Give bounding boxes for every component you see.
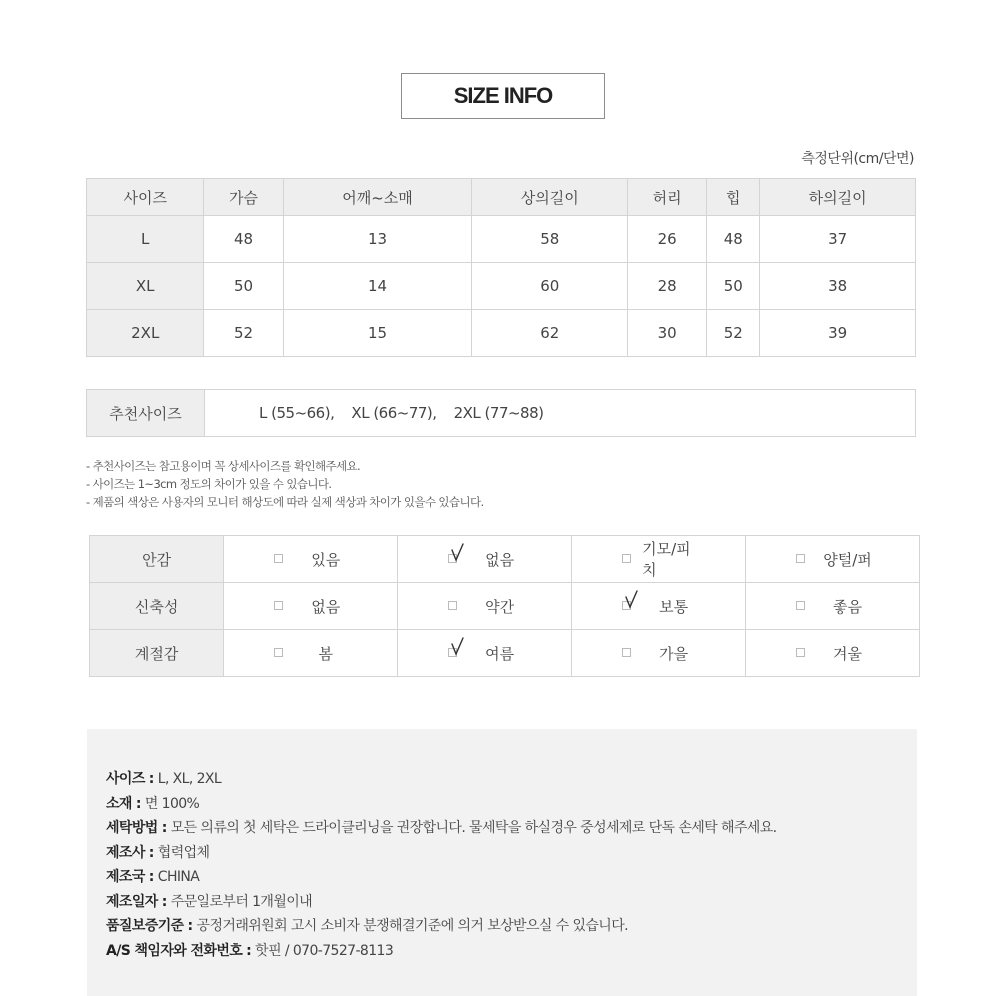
notes-list bbox=[86, 457, 484, 511]
table-cell: 14 bbox=[283, 263, 472, 310]
feature-option[interactable] bbox=[398, 536, 572, 583]
checkbox[interactable] bbox=[274, 648, 283, 657]
feature-option[interactable] bbox=[224, 630, 398, 677]
info-separator: : bbox=[135, 795, 141, 812]
option-label: 양털/퍼 bbox=[823, 550, 872, 569]
option-label: 있음 bbox=[311, 550, 341, 569]
option-label: 기모/피치 bbox=[642, 540, 691, 579]
info-value: 공정거래위원회 고시 소비자 분쟁해결기준에 의거 보상받으실 수 있습니다. bbox=[196, 918, 628, 934]
feature-label: 계절감 bbox=[90, 630, 224, 677]
info-separator: : bbox=[148, 869, 154, 885]
info-key: A/S 책임자와 전화번호 bbox=[106, 942, 243, 959]
info-line bbox=[106, 767, 777, 792]
info-separator: : bbox=[246, 942, 252, 959]
unit-note: 측정단위(cm/단면) bbox=[801, 151, 914, 167]
table-cell: 38 bbox=[760, 263, 916, 310]
option-label: 겨울 bbox=[833, 644, 862, 663]
chest-header-cell: 가슴 bbox=[204, 179, 283, 216]
table-cell: 28 bbox=[628, 263, 707, 310]
option-label: 봄 bbox=[318, 644, 333, 663]
size-info-title: SIZE INFO bbox=[401, 73, 605, 119]
product-info-panel bbox=[87, 729, 917, 996]
feature-label: 신축성 bbox=[90, 583, 224, 630]
checkbox[interactable] bbox=[274, 554, 283, 563]
note-item: - 추천사이즈는 참고용이며 꼭 상세사이즈를 확인해주세요. bbox=[86, 459, 361, 473]
recommended-size-box bbox=[86, 389, 916, 437]
info-line bbox=[106, 792, 777, 817]
table-cell: 52 bbox=[707, 310, 760, 357]
info-value: L, XL, 2XL bbox=[157, 771, 222, 787]
info-key: 사이즈 bbox=[106, 771, 145, 787]
size-table bbox=[86, 178, 916, 357]
table-cell: 48 bbox=[707, 216, 760, 263]
size-label-cell: L bbox=[87, 216, 204, 263]
checkbox[interactable] bbox=[796, 554, 805, 563]
info-separator: : bbox=[161, 893, 167, 910]
info-value: 협력업체 bbox=[157, 844, 210, 861]
info-line bbox=[106, 890, 777, 915]
info-value: 모든 의류의 첫 세탁은 드라이클리닝을 권장합니다. 물세탁을 하실경우 중성세제로 단독 손세탁 해주세요. bbox=[170, 820, 777, 836]
recommended-size-values: L (55~66), XL (66~77), 2XL (77~88) bbox=[259, 404, 544, 422]
feature-option[interactable] bbox=[746, 536, 920, 583]
top-length-header-cell: 상의길이 bbox=[472, 179, 628, 216]
info-line bbox=[106, 841, 777, 866]
feature-option[interactable] bbox=[746, 630, 920, 677]
info-key: 소재 bbox=[106, 795, 132, 812]
feature-row-season bbox=[90, 630, 920, 677]
info-separator: : bbox=[161, 820, 167, 836]
info-line bbox=[106, 816, 777, 841]
info-key: 품질보증기준 bbox=[106, 918, 184, 934]
table-cell: 58 bbox=[472, 216, 628, 263]
option-label: 좋음 bbox=[833, 597, 862, 616]
product-info-list bbox=[106, 767, 777, 963]
info-separator: : bbox=[148, 771, 154, 787]
table-cell: 30 bbox=[628, 310, 707, 357]
feature-option[interactable] bbox=[746, 583, 920, 630]
table-cell: 15 bbox=[283, 310, 472, 357]
option-label: 없음 bbox=[311, 597, 341, 616]
table-cell: 62 bbox=[472, 310, 628, 357]
info-value: 면 100% bbox=[144, 795, 200, 812]
checkbox[interactable] bbox=[622, 554, 631, 563]
info-line bbox=[106, 914, 777, 939]
table-cell: 50 bbox=[707, 263, 760, 310]
feature-option[interactable] bbox=[572, 583, 746, 630]
checkbox[interactable] bbox=[622, 648, 631, 657]
note-item: - 제품의 색상은 사용자의 모니터 해상도에 따라 실제 색상과 차이가 있을수 있습니다. bbox=[86, 495, 484, 509]
info-key: 제조사 bbox=[106, 844, 145, 861]
feature-option[interactable] bbox=[398, 630, 572, 677]
feature-label: 안감 bbox=[90, 536, 224, 583]
option-label: 가을 bbox=[659, 644, 689, 663]
size-label-cell: XL bbox=[87, 263, 204, 310]
table-row bbox=[87, 216, 916, 263]
info-separator: : bbox=[187, 918, 193, 934]
waist-header-cell: 허리 bbox=[628, 179, 707, 216]
info-line bbox=[106, 865, 777, 890]
feature-option[interactable] bbox=[572, 630, 746, 677]
note-item: - 사이즈는 1~3cm 정도의 차이가 있을 수 있습니다. bbox=[86, 477, 332, 491]
bottom-length-header-cell: 하의길이 bbox=[760, 179, 916, 216]
checkbox[interactable] bbox=[448, 601, 457, 610]
feature-option[interactable] bbox=[398, 583, 572, 630]
info-key: 제조일자 bbox=[106, 893, 158, 910]
size-label-cell: 2XL bbox=[87, 310, 204, 357]
checkbox[interactable] bbox=[796, 601, 805, 610]
table-row bbox=[87, 263, 916, 310]
table-cell: 26 bbox=[628, 216, 707, 263]
info-key: 세탁방법 bbox=[106, 820, 158, 836]
recommended-size-label: 추천사이즈 bbox=[87, 390, 205, 436]
checkbox[interactable] bbox=[274, 601, 283, 610]
feature-table bbox=[89, 535, 920, 677]
table-row bbox=[87, 310, 916, 357]
table-cell: 39 bbox=[760, 310, 916, 357]
feature-option[interactable] bbox=[224, 536, 398, 583]
feature-option[interactable] bbox=[224, 583, 398, 630]
size-table-header-row bbox=[87, 179, 916, 216]
info-value: 핫핀 / 070-7527-8113 bbox=[255, 942, 394, 959]
info-value: 주문일로부터 1개월이내 bbox=[170, 893, 313, 910]
table-cell: 37 bbox=[760, 216, 916, 263]
size-header-cell: 사이즈 bbox=[87, 179, 204, 216]
info-separator: : bbox=[148, 844, 154, 861]
table-cell: 48 bbox=[204, 216, 283, 263]
hip-header-cell: 힙 bbox=[707, 179, 760, 216]
table-cell: 60 bbox=[472, 263, 628, 310]
info-value: CHINA bbox=[157, 869, 200, 885]
feature-row-stretch bbox=[90, 583, 920, 630]
table-cell: 50 bbox=[204, 263, 283, 310]
option-label: 여름 bbox=[485, 644, 515, 663]
shoulder-sleeve-header-cell: 어깨~소매 bbox=[283, 179, 472, 216]
info-line bbox=[106, 939, 777, 964]
option-label: 없음 bbox=[485, 550, 515, 569]
info-key: 제조국 bbox=[106, 869, 145, 885]
option-label: 보통 bbox=[659, 597, 689, 616]
feature-row-lining bbox=[90, 536, 920, 583]
table-cell: 13 bbox=[283, 216, 472, 263]
table-cell: 52 bbox=[204, 310, 283, 357]
option-label: 약간 bbox=[485, 597, 515, 616]
feature-option[interactable] bbox=[572, 536, 746, 583]
checkbox[interactable] bbox=[796, 648, 805, 657]
